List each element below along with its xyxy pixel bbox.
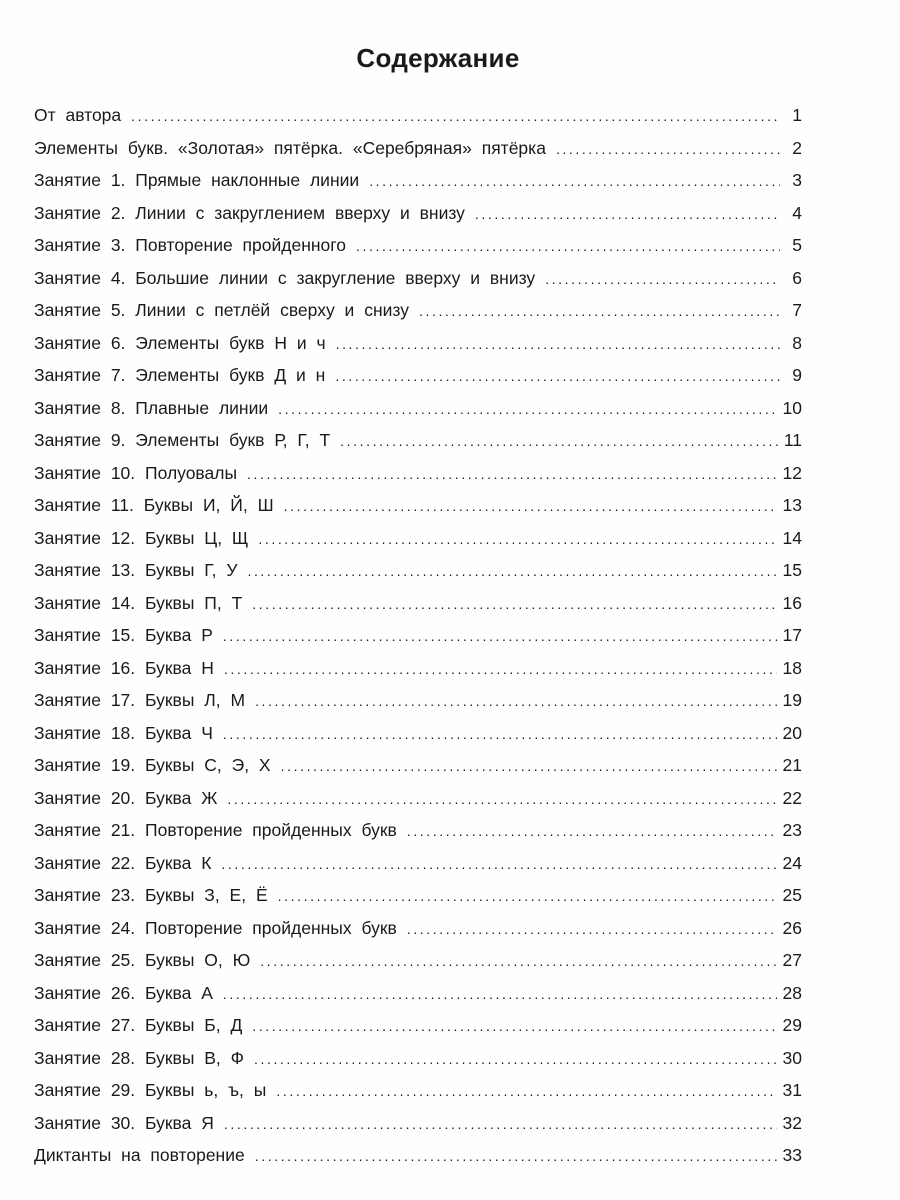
toc-entry xyxy=(34,782,802,815)
toc-entry-label: Занятие 21. Повторение пройденных букв xyxy=(34,820,397,840)
dot-leader xyxy=(278,393,776,426)
toc-entry-label: Занятие 16. Буква Н xyxy=(34,657,214,678)
toc-entry-label: Занятие 11. Буквы И, Й, Ш xyxy=(34,495,274,515)
toc-entry xyxy=(34,229,802,262)
toc-entry-page-number: 19 xyxy=(782,690,802,710)
toc-entry xyxy=(34,1009,802,1042)
toc-entry-page-number: 24 xyxy=(782,852,802,873)
dot-leader xyxy=(281,750,777,783)
toc-entry-label: Занятие 27. Буквы Б, Д xyxy=(34,1015,243,1035)
toc-entry xyxy=(34,619,802,652)
toc-entry-label: Занятие 9. Элементы букв Р, Г, Т xyxy=(34,430,331,450)
toc-entry-page-number: 22 xyxy=(782,787,802,808)
toc-entry-label: Занятие 30. Буква Я xyxy=(34,1112,214,1133)
dot-leader xyxy=(221,848,776,881)
dot-leader xyxy=(223,620,777,653)
toc-entry xyxy=(34,1074,802,1107)
toc-entry-page-number: 31 xyxy=(782,1080,802,1100)
toc-entry-label: Занятие 10. Полуовалы xyxy=(34,462,238,483)
toc-entry xyxy=(34,262,802,295)
toc-entry xyxy=(34,1139,802,1172)
toc-entry-label: Занятие 20. Буква Ж xyxy=(34,787,218,808)
toc-entry xyxy=(34,489,802,522)
dot-leader xyxy=(407,815,777,848)
toc-entry-page-number: 16 xyxy=(782,592,802,613)
toc-entry-page-number: 8 xyxy=(792,332,802,353)
dot-leader xyxy=(223,978,777,1011)
dot-leader xyxy=(336,328,780,361)
toc-entry-label: Занятие 12. Буквы Ц, Щ xyxy=(34,527,249,548)
dot-leader xyxy=(284,490,777,523)
dot-leader xyxy=(340,425,778,458)
dot-leader xyxy=(254,1043,777,1076)
toc-entry-label: Занятие 28. Буквы В, Ф xyxy=(34,1047,244,1068)
toc-entry xyxy=(34,197,802,230)
toc-entry xyxy=(34,814,802,847)
toc-entry-label: Занятие 23. Буквы З, Е, Ё xyxy=(34,885,268,905)
dot-leader xyxy=(545,263,780,296)
toc-entry xyxy=(34,554,802,587)
toc-entry xyxy=(34,1042,802,1075)
toc-entry xyxy=(34,684,802,717)
dot-leader xyxy=(224,653,777,686)
toc-entry-label: Занятие 2. Линии с закруглением вверху и внизу xyxy=(34,202,465,223)
table-of-contents xyxy=(34,99,802,1172)
toc-entry xyxy=(34,652,802,685)
toc-entry-page-number: 20 xyxy=(782,722,802,743)
dot-leader xyxy=(252,1010,776,1043)
dot-leader xyxy=(369,165,780,198)
toc-entry-label: От автора xyxy=(34,105,122,125)
dot-leader xyxy=(258,523,776,556)
toc-entry-label: Занятие 4. Большие линии с закругление вверху и внизу xyxy=(34,267,536,288)
toc-entry-page-number: 14 xyxy=(782,527,802,548)
toc-entry-label: Занятие 22. Буква К xyxy=(34,852,212,873)
toc-entry xyxy=(34,327,802,360)
toc-entry xyxy=(34,587,802,620)
toc-entry-page-number: 25 xyxy=(782,885,802,905)
toc-entry-page-number: 30 xyxy=(782,1047,802,1068)
toc-entry-page-number: 7 xyxy=(792,300,802,320)
toc-entry xyxy=(34,847,802,880)
toc-entry-page-number: 2 xyxy=(792,137,802,158)
dot-leader xyxy=(419,295,780,328)
toc-entry-page-number: 23 xyxy=(782,820,802,840)
toc-entry-page-number: 32 xyxy=(782,1112,802,1133)
toc-entry xyxy=(34,164,802,197)
toc-entry-label: Занятие 5. Линии с петлёй сверху и снизу xyxy=(34,300,409,320)
toc-entry xyxy=(34,522,802,555)
dot-leader xyxy=(247,458,776,491)
toc-entry-label: Занятие 17. Буквы Л, М xyxy=(34,690,246,710)
toc-entry xyxy=(34,749,802,782)
toc-entry xyxy=(34,132,802,165)
toc-entry xyxy=(34,912,802,945)
toc-entry xyxy=(34,359,802,392)
dot-leader xyxy=(131,100,780,133)
toc-entry-page-number: 27 xyxy=(782,950,802,970)
dot-leader xyxy=(356,230,780,263)
toc-entry-page-number: 10 xyxy=(782,397,802,418)
toc-entry xyxy=(34,1107,802,1140)
dot-leader xyxy=(556,133,780,166)
toc-entry-label: Занятие 7. Элементы букв Д и н xyxy=(34,365,326,385)
dot-leader xyxy=(255,1140,777,1173)
toc-entry xyxy=(34,879,802,912)
toc-entry-label: Занятие 24. Повторение пройденных букв xyxy=(34,917,397,938)
dot-leader xyxy=(335,360,780,393)
toc-entry-page-number: 5 xyxy=(792,235,802,255)
toc-entry-label: Занятие 26. Буква А xyxy=(34,982,213,1003)
toc-entry-page-number: 26 xyxy=(782,917,802,938)
toc-entry-page-number: 21 xyxy=(782,755,802,775)
toc-entry-label: Занятие 14. Буквы П, Т xyxy=(34,592,243,613)
dot-leader xyxy=(475,198,780,231)
toc-entry-page-number: 29 xyxy=(782,1015,802,1035)
toc-entry-label: Занятие 25. Буквы О, Ю xyxy=(34,950,251,970)
dot-leader xyxy=(276,1075,776,1108)
toc-entry-page-number: 17 xyxy=(782,625,802,645)
toc-entry-label: Занятие 19. Буквы С, Э, Х xyxy=(34,755,271,775)
page-title: Содержание xyxy=(356,43,520,73)
toc-entry-page-number: 28 xyxy=(782,982,802,1003)
toc-entry xyxy=(34,424,802,457)
toc-entry-page-number: 1 xyxy=(792,105,802,125)
dot-leader xyxy=(407,913,777,946)
toc-entry-page-number: 3 xyxy=(792,170,802,190)
dot-leader xyxy=(247,555,776,588)
dot-leader xyxy=(252,588,776,621)
dot-leader xyxy=(255,685,776,718)
toc-entry-page-number: 9 xyxy=(792,365,802,385)
toc-entry-page-number: 12 xyxy=(782,462,802,483)
toc-entry-label: Занятие 1. Прямые наклонные линии xyxy=(34,170,360,190)
dot-leader xyxy=(227,783,776,816)
dot-leader xyxy=(223,718,777,751)
dot-leader xyxy=(224,1108,777,1141)
toc-entry-label: Занятие 29. Буквы ь, ъ, ы xyxy=(34,1080,267,1100)
toc-entry-page-number: 11 xyxy=(783,430,802,450)
toc-entry-label: Занятие 15. Буква Р xyxy=(34,625,213,645)
toc-entry-label: Занятие 13. Буквы Г, У xyxy=(34,560,238,580)
toc-entry-label: Занятие 18. Буква Ч xyxy=(34,722,213,743)
toc-entry-label: Занятие 6. Элементы букв Н и ч xyxy=(34,332,326,353)
toc-entry-label: Элементы букв. «Золотая» пятёрка. «Серебряная» пятёрка xyxy=(34,137,546,158)
toc-entry-page-number: 18 xyxy=(782,657,802,678)
toc-entry-page-number: 6 xyxy=(792,267,802,288)
toc-entry-label: Занятие 8. Плавные линии xyxy=(34,397,269,418)
toc-entry-page-number: 4 xyxy=(792,202,802,223)
toc-entry xyxy=(34,717,802,750)
toc-entry-label: Занятие 3. Повторение пройденного xyxy=(34,235,347,255)
toc-entry xyxy=(34,977,802,1010)
toc-entry xyxy=(34,392,802,425)
dot-leader xyxy=(278,880,777,913)
dot-leader xyxy=(260,945,776,978)
toc-entry-label: Диктанты на повторение xyxy=(34,1145,245,1165)
toc-entry xyxy=(34,944,802,977)
toc-entry-page-number: 15 xyxy=(782,560,802,580)
toc-entry xyxy=(34,99,802,132)
toc-entry-page-number: 33 xyxy=(782,1145,802,1165)
toc-entry xyxy=(34,294,802,327)
toc-entry xyxy=(34,457,802,490)
toc-entry-page-number: 13 xyxy=(782,495,802,515)
